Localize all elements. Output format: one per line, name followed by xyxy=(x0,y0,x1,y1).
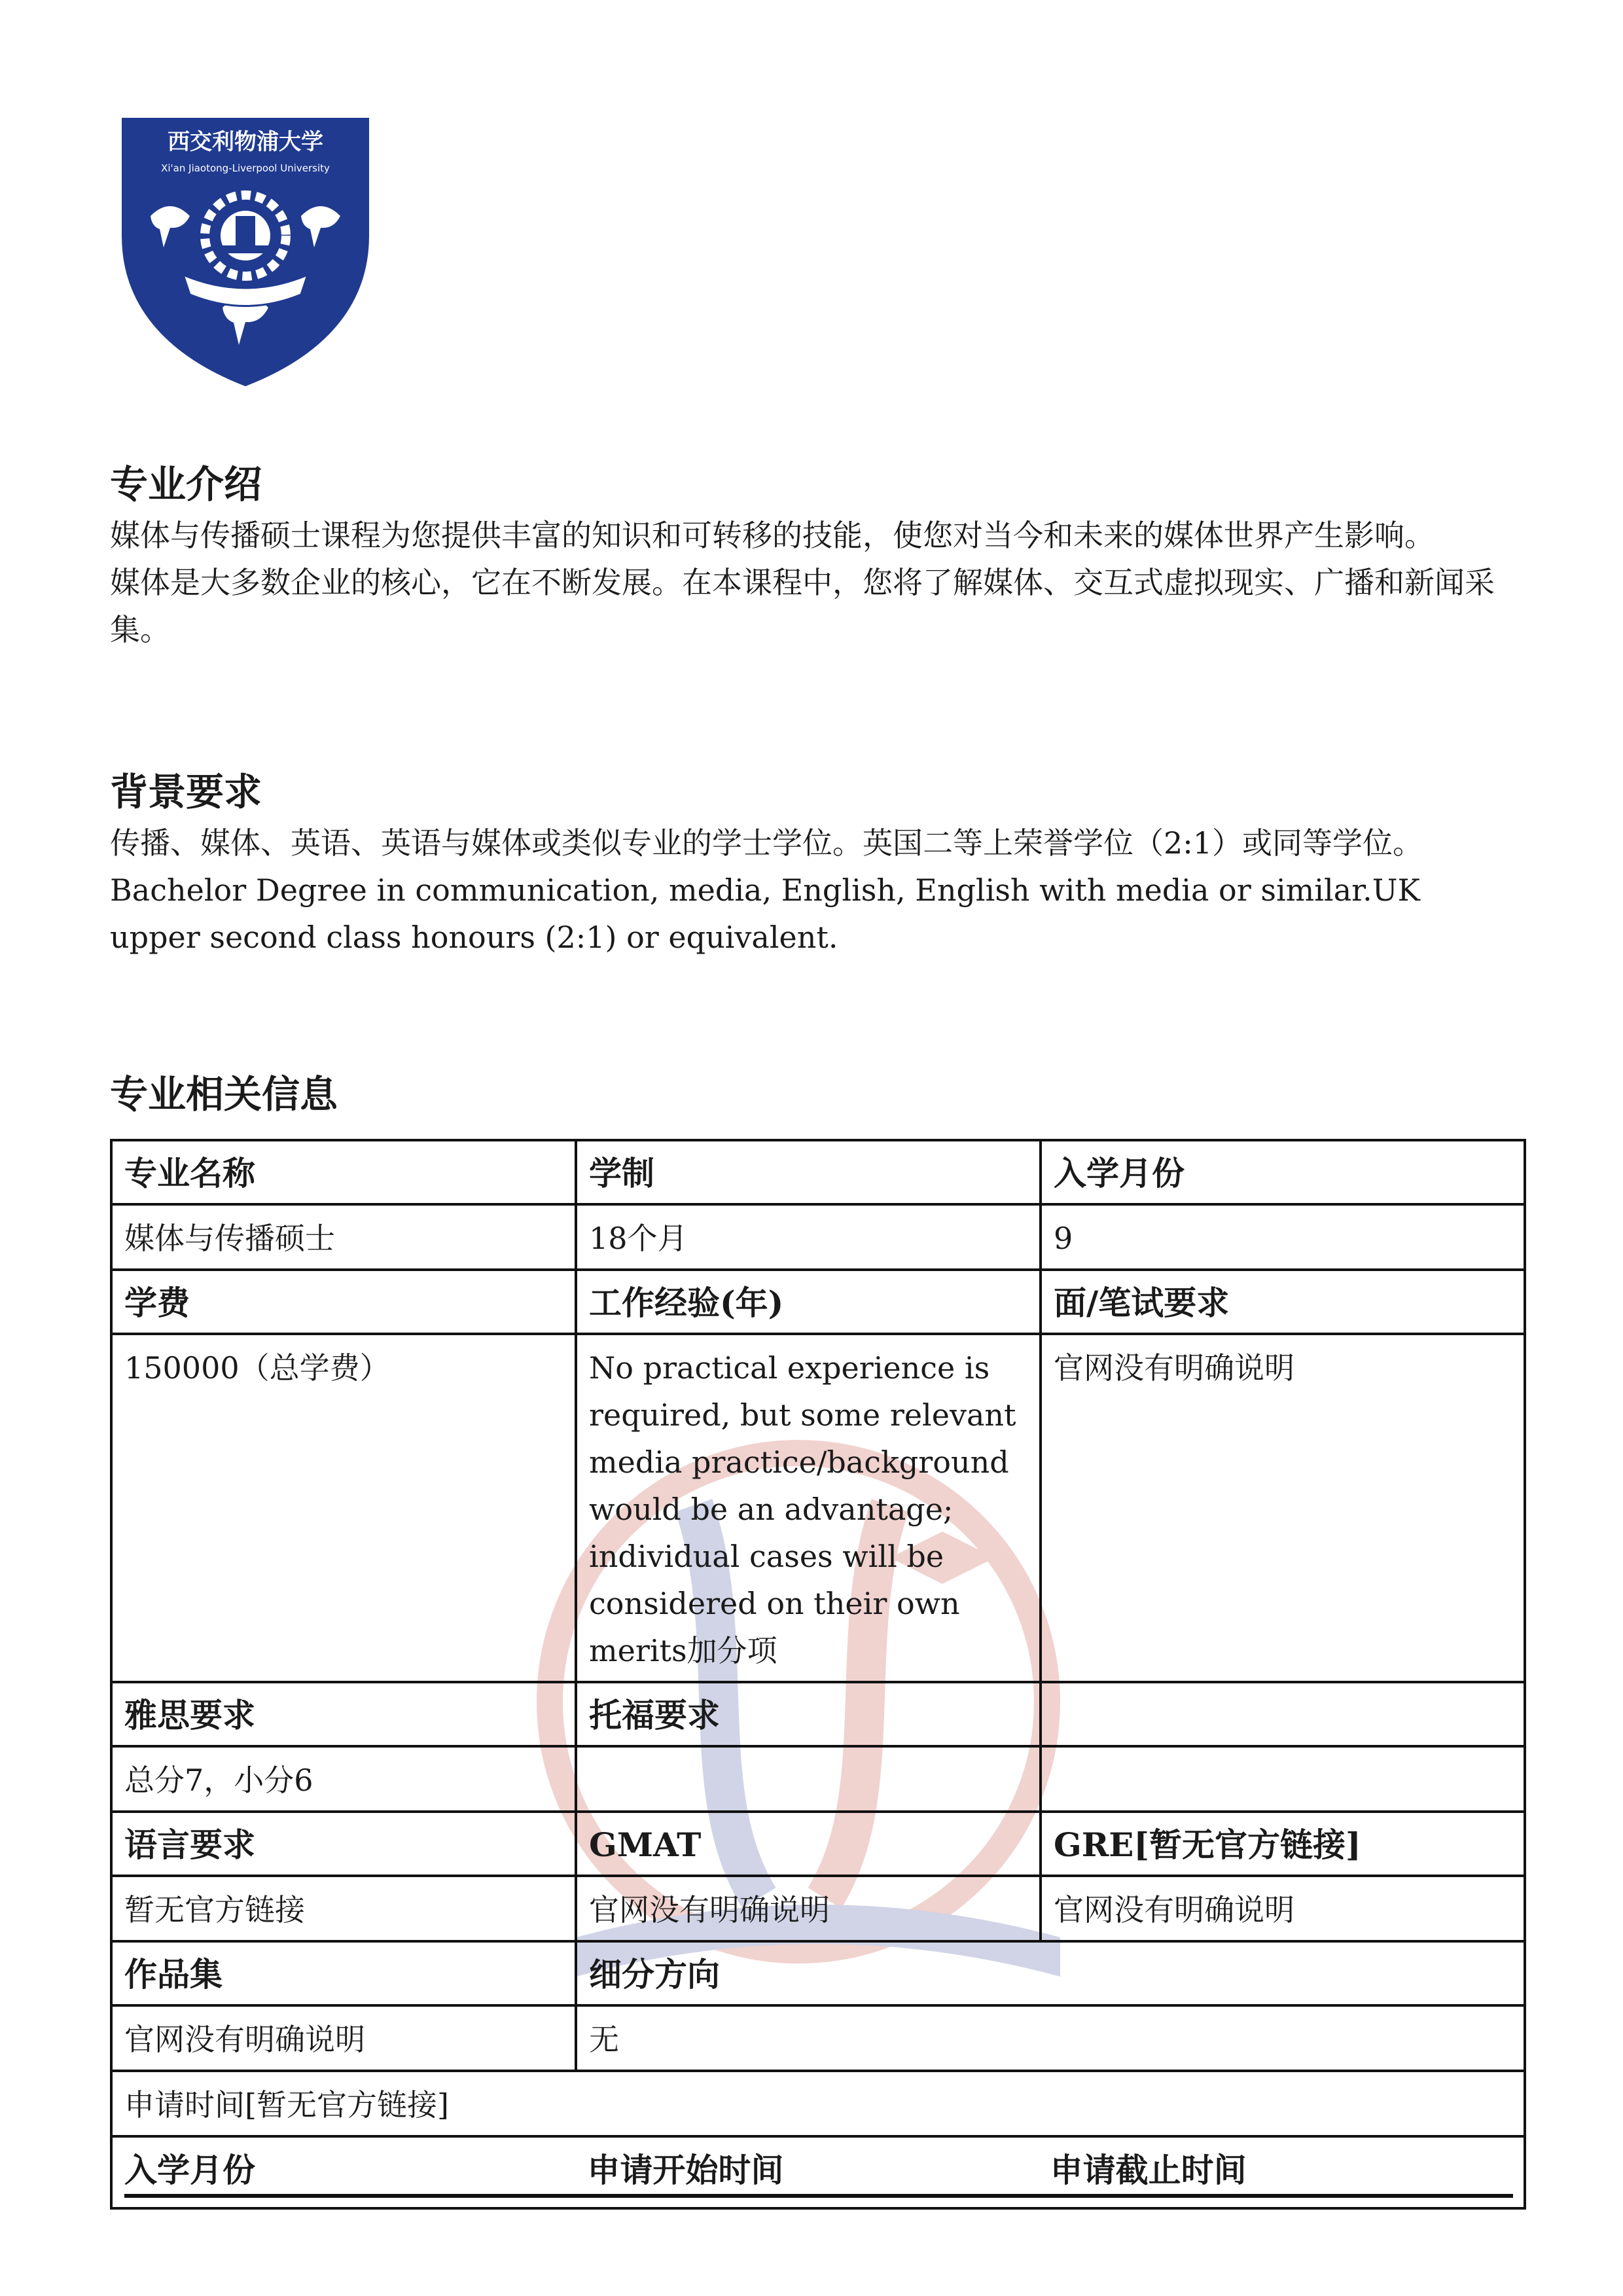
apply-schedule-header xyxy=(124,2147,1513,2198)
table-cell: 托福要求 xyxy=(576,1682,1041,1746)
table-row xyxy=(111,1682,1525,1746)
info-heading: 专业相关信息 xyxy=(110,1072,338,1117)
table-cell: 学费 xyxy=(111,1270,576,1334)
apply-col-month: 入学月份 xyxy=(124,2151,255,2189)
table-row xyxy=(111,1140,1525,1204)
apply-col-deadline: 申请截止时间 xyxy=(1050,2151,1247,2189)
table-row xyxy=(111,1204,1525,1270)
table-row xyxy=(111,1746,1525,1812)
table-cell: 媒体与传播硕士 xyxy=(111,1204,576,1270)
intro-section xyxy=(110,458,1517,653)
table-row xyxy=(111,1334,1525,1682)
table-cell: GMAT xyxy=(576,1812,1041,1876)
program-info-table xyxy=(110,1139,1526,2210)
table-cell: No practical experience is required, but some relevant media practice/background would be an advantage; individual cases will be considered on their own merits加分项 xyxy=(576,1334,1041,1682)
intro-heading: 专业介绍 xyxy=(110,462,262,507)
table-cell: 暂无官方链接 xyxy=(111,1876,576,1941)
table-cell xyxy=(576,1746,1041,1812)
table-cell: 9 xyxy=(1041,1204,1525,1270)
table-cell: 面/笔试要求 xyxy=(1041,1270,1525,1334)
table-cell: 学制 xyxy=(576,1140,1041,1204)
table-row xyxy=(111,1941,1525,2005)
intro-paragraph-2: 媒体是大多数企业的核心，它在不断发展。在本课程中，您将了解媒体、交互式虚拟现实、广播和新闻采集。 xyxy=(110,565,1495,647)
logo-text-cn: 西交利物浦大学 xyxy=(168,129,323,155)
table-cell: GRE[暂无官方链接] xyxy=(1041,1812,1525,1876)
table-cell: 专业名称 xyxy=(111,1140,576,1204)
table-row xyxy=(111,2071,1525,2136)
table-cell: 无 xyxy=(576,2005,1525,2071)
background-paragraph-en: Bachelor Degree in communication, media, English, English with media or similar.UK upper second class honours (2:1) or equivalent. xyxy=(110,872,1420,955)
table-cell: 150000（总学费） xyxy=(111,1334,576,1682)
apply-col-start: 申请开始时间 xyxy=(587,2151,784,2189)
table-row xyxy=(111,2005,1525,2071)
table-cell: 雅思要求 xyxy=(111,1682,576,1746)
apply-schedule-cell xyxy=(111,2136,1525,2208)
logo-text-en: Xi'an Jiaotong-Liverpool University xyxy=(161,162,330,174)
table-cell xyxy=(1041,1682,1525,1746)
background-heading: 背景要求 xyxy=(110,770,262,814)
table-cell: 作品集 xyxy=(111,1941,576,2005)
background-paragraph-cn: 传播、媒体、英语、英语与媒体或类似专业的学士学位。英国二等上荣誉学位（2:1）或同等学位。 xyxy=(110,825,1423,861)
university-logo xyxy=(105,111,386,393)
table-cell: 总分7，小分6 xyxy=(111,1746,576,1812)
table-cell: 18个月 xyxy=(576,1204,1041,1270)
table-row xyxy=(111,1812,1525,1876)
table-cell: 语言要求 xyxy=(111,1812,576,1876)
table-cell: 官网没有明确说明 xyxy=(1041,1876,1525,1941)
table-cell: 官网没有明确说明 xyxy=(576,1876,1041,1941)
table-row xyxy=(111,1876,1525,1941)
table-cell: 官网没有明确说明 xyxy=(1041,1334,1525,1682)
table-cell: 细分方向 xyxy=(576,1941,1525,2005)
table-cell: 工作经验(年) xyxy=(576,1270,1041,1334)
intro-paragraph-1: 媒体与传播硕士课程为您提供丰富的知识和可转移的技能，使您对当今和未来的媒体世界产生影响。 xyxy=(110,518,1435,553)
table-cell: 入学月份 xyxy=(1041,1140,1525,1204)
background-section xyxy=(110,766,1517,961)
table-row xyxy=(111,2136,1525,2208)
info-section xyxy=(110,1068,1517,1122)
table-cell xyxy=(1041,1746,1525,1812)
table-row xyxy=(111,1270,1525,1334)
apply-time-label: 申请时间[暂无官方链接] xyxy=(111,2071,1525,2136)
table-cell: 官网没有明确说明 xyxy=(111,2005,576,2071)
